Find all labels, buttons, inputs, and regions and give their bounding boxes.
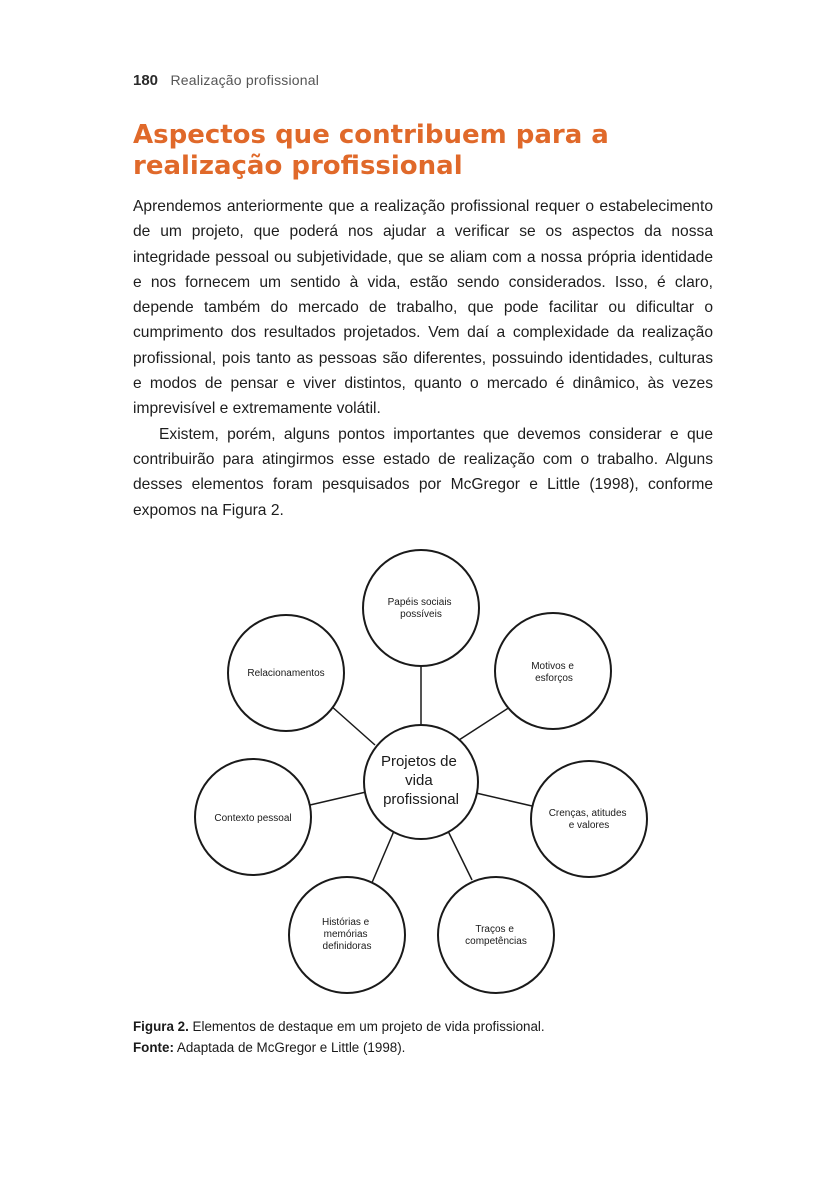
caption-figure-text: Elementos de destaque em um projeto de vida profissional. xyxy=(188,1019,545,1034)
connector-historias xyxy=(371,831,394,885)
label-crencas-line-1: Crenças, atitudes xyxy=(548,808,627,819)
caption-source-text: Adaptada de McGregor e Little (1998). xyxy=(173,1040,406,1055)
connector-tracos xyxy=(448,831,472,880)
label-motivos xyxy=(531,661,577,684)
figure-caption xyxy=(133,1016,545,1058)
caption-source-label: Fonte: xyxy=(133,1040,174,1055)
caption-figure-line xyxy=(133,1016,545,1037)
figure-2-diagram xyxy=(180,545,650,1010)
label-papeis-line-2: possíveis xyxy=(400,609,442,620)
label-center-line-1: Projetos de xyxy=(380,753,457,770)
body-text xyxy=(133,194,713,523)
label-papeis-line-1: Papéis sociais xyxy=(387,597,452,608)
connector-relacionamentos xyxy=(330,705,375,745)
diagram-svg xyxy=(180,545,650,1005)
node-crencas xyxy=(531,761,647,877)
label-tracos-line-2: competências xyxy=(465,936,527,947)
connector-contexto xyxy=(310,792,366,805)
node-papeis xyxy=(363,550,479,666)
label-center-line-2: vida xyxy=(405,772,433,789)
label-motivos-line-1: Motivos e xyxy=(531,661,575,672)
label-center-line-3: profissional xyxy=(383,791,459,808)
running-header xyxy=(133,72,319,90)
label-historias-line-3: definidoras xyxy=(322,941,372,952)
label-relacionamentos xyxy=(247,668,324,679)
label-crencas-line-2: e valores xyxy=(568,820,610,831)
running-title: Realização profissional xyxy=(170,72,320,88)
section-title: Aspectos que contribuem para a realização profissional xyxy=(133,120,609,181)
caption-source-line xyxy=(133,1037,545,1058)
label-historias xyxy=(322,917,372,952)
connector-motivos xyxy=(459,707,510,740)
label-tracos-line-1: Traços e xyxy=(475,924,514,935)
label-contexto xyxy=(214,813,291,824)
label-historias-line-2: memórias xyxy=(323,929,368,940)
label-motivos-line-2: esforços xyxy=(535,673,573,684)
paragraph-2: Existem, porém, alguns pontos importantes que devemos considerar e que contribuirão para atingirmos esse estado de realização com o trabalho. Alguns desses elementos foram pesquisados por McGregor e Little (1998), conforme expomos na Figura 2. xyxy=(133,425,713,519)
caption-figure-label: Figura 2. xyxy=(133,1019,189,1034)
label-historias-line-1: Histórias e xyxy=(321,917,370,928)
connector-crencas xyxy=(476,793,532,806)
node-tracos xyxy=(438,877,554,993)
label-contexto-line-1: Contexto pessoal xyxy=(214,813,292,824)
label-relacionamentos-line-1: Relacionamentos xyxy=(247,668,325,679)
page-number: 180 xyxy=(133,72,159,89)
paragraph-1: Aprendemos anteriormente que a realização profissional requer o estabelecimento de um projeto, que poderá nos ajudar a verificar se os aspectos da nossa integridade pessoal ou subjetividade, que se aliam com a nossa própria identidade e nos fornecem um sentido à vida, estão sendo considerados. Isso, é claro, depende também do mercado de trabalho, que pode facilitar ou dificultar o cumprimento dos resultados projetados. Vem daí a complexidade da realização profissional, pois tanto as pessoas são diferentes, possuindo identidades, culturas e modos de pensar e viver distintos, quanto o mercado é dinâmico, às vezes imprevisível e extremamente volátil. xyxy=(133,198,713,418)
